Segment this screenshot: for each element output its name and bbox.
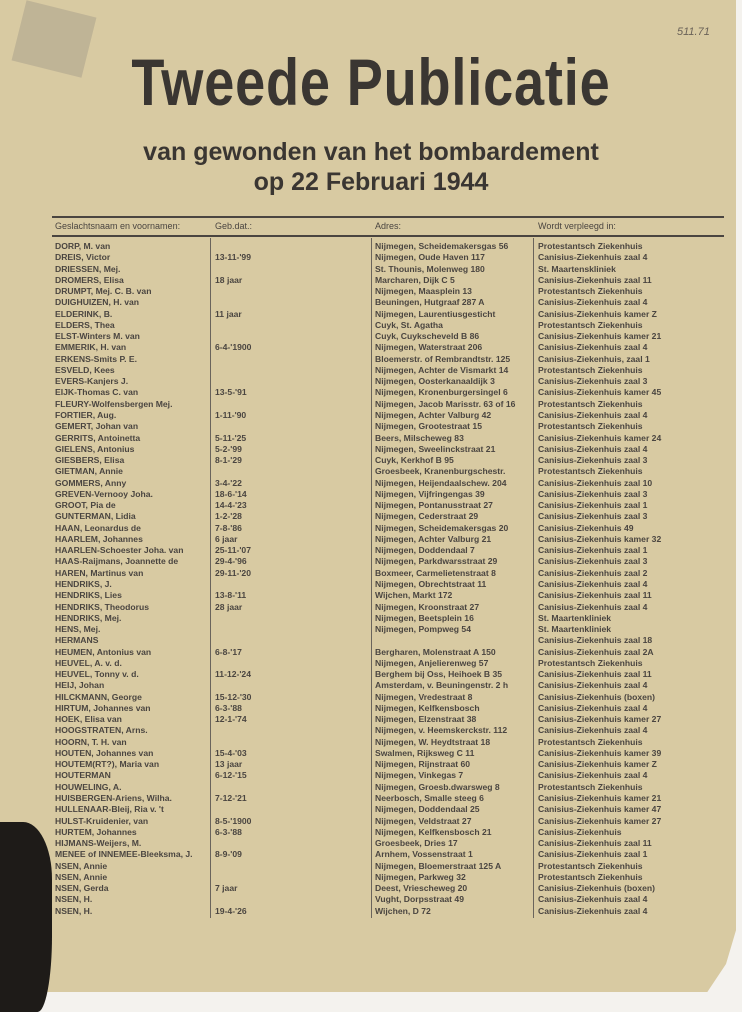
hospital-cell: Protestantsch Ziekenhuis [538,871,643,882]
hospital-cell: Protestantsch Ziekenhuis [538,286,643,297]
table-row [0,376,742,387]
name-cell: GUNTERMAN, Lidia [55,511,136,522]
birthdate-cell: 6-4-'1900 [215,342,252,353]
address-cell: Nijmegen, Rijnstraat 60 [375,759,471,770]
hospital-cell: Canisius-Ziekenhuis kamer 32 [538,533,662,544]
hospital-cell: Canisius-Ziekenhuis [538,826,622,837]
birthdate-cell: 19-4-'26 [215,905,247,916]
address-cell: Berghem bij Oss, Heihoek B 35 [375,669,503,680]
table-top-rule [52,216,724,218]
table-row [0,309,742,320]
address-cell: Nijmegen, Kelfkensbosch 21 [375,826,492,837]
table-row [0,759,742,770]
hospital-cell: Canisius-Ziekenhuis zaal 4 [538,409,648,420]
name-cell: HAARLEM, Johannes [55,533,143,544]
column-header-address: Adres: [375,221,402,231]
name-cell: HENDRIKS, Theodorus [55,601,150,612]
table-row [0,433,742,444]
hospital-cell: Canisius-Ziekenhuis zaal 3 [538,511,648,522]
name-cell: ELDERINK, B. [55,308,113,319]
name-cell: MENEE of INNEMEE-Bleeksma, J. [55,849,193,860]
name-cell: NSEN, Annie [55,871,108,882]
table-row [0,647,742,658]
table-row [0,297,742,308]
table-row [0,872,742,883]
name-cell: NSEN, Annie [55,860,108,871]
name-cell: GERRITS, Antoinetta [55,432,141,443]
poster-title: Tweede Publicatie [131,45,611,119]
table-row [0,275,742,286]
hospital-cell: Protestantsch Ziekenhuis [538,781,643,792]
address-cell: Bloemerstr. of Rembrandtstr. 125 [375,353,511,364]
table-row [0,849,742,860]
hospital-cell: Canisius-Ziekenhuis zaal 18 [538,635,653,646]
name-cell: HOOGSTRATEN, Arns. [55,725,148,736]
name-cell: DREIS, Victor [55,252,111,263]
hospital-cell: St. Maartenskliniek [538,263,616,274]
table-row [0,861,742,872]
address-cell: Boxmeer, Carmelietenstraat 8 [375,567,496,578]
name-cell: GIELENS, Antonius [55,443,135,454]
address-cell: Nijmegen, v. Heemskerckstr. 112 [375,725,508,736]
birthdate-cell: 1-2-'28 [215,511,242,522]
birthdate-cell: 29-11-'20 [215,567,251,578]
table-row [0,264,742,275]
table-row [0,725,742,736]
birthdate-cell: 7 jaar [215,883,238,894]
hospital-cell: Canisius-Ziekenhuis kamer 27 [538,714,662,725]
hospital-cell: Canisius-Ziekenhuis zaal 4 [538,252,648,263]
table-row [0,410,742,421]
address-cell: Bergharen, Molenstraat A 150 [375,646,496,657]
hospital-cell: Canisius-Ziekenhuis zaal 4 [538,601,648,612]
birthdate-cell: 25-11-'07 [215,545,251,556]
address-cell: Nijmegen, Vijfringengas 39 [375,488,485,499]
address-cell: Nijmegen, Achter Valburg 42 [375,409,492,420]
table-row [0,354,742,365]
hospital-cell: Canisius-Ziekenhuis zaal 4 [538,770,648,781]
address-cell: Nijmegen, Pontanusstraat 27 [375,500,493,511]
address-cell: Nijmegen, Achter de Vismarkt 14 [375,364,509,375]
birthdate-cell: 7-12-'21 [215,793,247,804]
table-row [0,444,742,455]
name-cell: HOUTEM(RT?), Maria van [55,759,160,770]
hospital-cell: Canisius-Ziekenhuis zaal 4 [538,297,648,308]
hospital-cell: Canisius-Ziekenhuis kamer 21 [538,793,662,804]
torn-corner [0,822,52,1012]
address-cell: Arnhem, Vossenstraat 1 [375,849,473,860]
table-row [0,331,742,342]
hospital-cell: Canisius-Ziekenhuis zaal 4 [538,905,648,916]
table-row [0,793,742,804]
table-row [0,906,742,917]
name-cell: HENDRIKS, Lies [55,590,122,601]
hospital-cell: Canisius-Ziekenhuis zaal 11 [538,838,652,849]
name-cell: NSEN, H. [55,905,93,916]
birthdate-cell: 14-4-'23 [215,500,247,511]
hospital-cell: Canisius-Ziekenhuis zaal 4 [538,342,648,353]
name-cell: HERMANS [55,635,99,646]
table-row [0,624,742,635]
name-cell: GREVEN-Vernooy Joha. [55,488,153,499]
birthdate-cell: 1-11-'90 [215,409,247,420]
address-cell: Nijmegen, Vredestraat 8 [375,691,473,702]
hospital-cell: Canisius-Ziekenhuis zaal 11 [538,669,652,680]
table-row [0,286,742,297]
address-cell: Cuyk, Cuykscheveld B 86 [375,331,480,342]
address-cell: Nijmegen, Kronenburgersingel 6 [375,387,508,398]
table-row [0,320,742,331]
address-cell: Nijmegen, Grootestraat 15 [375,421,482,432]
hospital-cell: Canisius-Ziekenhuis zaal 1 [538,849,648,860]
name-cell: DRIESSEN, Mej. [55,263,121,274]
birthdate-cell: 29-4-'96 [215,556,247,567]
hospital-cell: Canisius-Ziekenhuis zaal 10 [538,477,653,488]
hospital-cell: St. Maartenkliniek [538,624,612,635]
birthdate-cell: 8-9-'09 [215,849,242,860]
address-cell: Nijmegen, Veldstraat 27 [375,815,472,826]
hospital-cell: Canisius-Ziekenhuis zaal 3 [538,376,648,387]
name-cell: HAAN, Leonardus de [55,522,141,533]
hospital-cell: Canisius-Ziekenhuis (boxen) [538,691,655,702]
hospital-cell: Canisius-Ziekenhuis kamer Z [538,759,657,770]
table-row [0,478,742,489]
table-row [0,703,742,714]
address-cell: Nijmegen, Beetsplein 16 [375,612,474,623]
address-cell: Nijmegen, Oude Haven 117 [375,252,485,263]
hospital-cell: Canisius-Ziekenhuis zaal 1 [538,500,648,511]
address-cell: Nijmegen, Kelfkensbosch [375,702,480,713]
hospital-cell: Protestantsch Ziekenhuis [538,466,643,477]
hospital-cell: Canisius-Ziekenhuis kamer Z [538,308,657,319]
hospital-cell: Canisius-Ziekenhuis zaal 2 [538,567,648,578]
address-cell: Nijmegen, Oosterkanaaldijk 3 [375,376,495,387]
name-cell: HIRTUM, Johannes van [55,702,151,713]
poster-subtitle-1: van gewonden van het bombardement [143,138,599,166]
address-cell: Nijmegen, Anjelierenweg 57 [375,657,489,668]
birthdate-cell: 8-1-'29 [215,455,242,466]
name-cell: HOUTEN, Johannes van [55,747,154,758]
birthdate-cell: 11-12-'24 [215,669,251,680]
hospital-cell: Canisius-Ziekenhuis zaal 3 [538,455,648,466]
name-cell: HAARLEN-Schoester Joha. van [55,545,184,556]
address-cell: Nijmegen, Pompweg 54 [375,624,471,635]
address-cell: Nijmegen, Kroonstraat 27 [375,601,480,612]
hospital-cell: Canisius-Ziekenhuis, zaal 1 [538,353,650,364]
table-row [0,770,742,781]
address-cell: Cuyk, St. Agatha [375,319,443,330]
table-row [0,883,742,894]
name-cell: HURTEM, Johannes [55,826,137,837]
birthdate-cell: 18 jaar [215,274,243,285]
hospital-cell: Canisius-Ziekenhuis (boxen) [538,883,655,894]
birthdate-cell: 28 jaar [215,601,243,612]
table-row [0,511,742,522]
address-cell: Nijmegen, Jacob Marisstr. 63 of 16 [375,398,516,409]
table-row [0,816,742,827]
table-row [0,455,742,466]
name-cell: HULST-Kruidenier, van [55,815,149,826]
name-cell: DRUMPT, Mej. C. B. van [55,286,152,297]
hospital-cell: Canisius-Ziekenhuis kamer 39 [538,747,662,758]
birthdate-cell: 5-11-'25 [215,432,247,443]
address-cell: Groesbeek, Kranenburgschestr. [375,466,506,477]
table-row [0,466,742,477]
table-row [0,602,742,613]
table-row [0,680,742,691]
name-cell: DUIGHUIZEN, H. van [55,297,140,308]
address-cell: Nijmegen, Groesb.dwarsweg 8 [375,781,500,792]
name-cell: DROMERS, Elisa [55,274,124,285]
table-row [0,692,742,703]
birthdate-cell: 15-12-'30 [215,691,252,702]
hospital-cell: Canisius-Ziekenhuis zaal 4 [538,725,648,736]
address-cell: Nijmegen, Laurentiusgesticht [375,308,496,319]
table-row [0,387,742,398]
hospital-cell: Canisius-Ziekenhuis 49 [538,522,634,533]
name-cell: HEIJ, Johan [55,680,105,691]
table-row [0,894,742,905]
address-cell: Nijmegen, Scheidemakersgas 20 [375,522,509,533]
hospital-cell: Canisius-Ziekenhuis zaal 4 [538,894,648,905]
hospital-cell: Canisius-Ziekenhuis zaal 4 [538,680,648,691]
table-row [0,534,742,545]
name-cell: HOUTERMAN [55,770,111,781]
address-cell: Nijmegen, Waterstraat 206 [375,342,483,353]
birthdate-cell: 6-8-'17 [215,646,242,657]
table-row [0,489,742,500]
birthdate-cell: 6-12-'15 [215,770,247,781]
table-row [0,804,742,815]
name-cell: ELST-Winters M. van [55,331,140,342]
hospital-cell: Protestantsch Ziekenhuis [538,736,643,747]
table-row [0,714,742,725]
hospital-cell: Protestantsch Ziekenhuis [538,860,643,871]
casualty-table [0,241,742,917]
name-cell: NSEN, Gerda [55,883,109,894]
table-row [0,579,742,590]
name-cell: HENDRIKS, J. [55,578,112,589]
birthdate-cell: 13-5-'91 [215,387,247,398]
name-cell: GEMERT, Johan van [55,421,139,432]
hospital-cell: Protestantsch Ziekenhuis [538,364,643,375]
poster-subtitle-2: op 22 Februari 1944 [253,168,489,196]
table-row [0,669,742,680]
address-cell: Nijmegen, Parkweg 32 [375,871,466,882]
name-cell: GIETMAN, Annie [55,466,123,477]
name-cell: HUISBERGEN-Ariens, Wilha. [55,793,172,804]
address-cell: Nijmegen, Sweelinckstraat 21 [375,443,496,454]
hospital-cell: Protestantsch Ziekenhuis [538,319,643,330]
birthdate-cell: 5-2-'99 [215,443,242,454]
table-row [0,658,742,669]
table-row [0,838,742,849]
address-cell: Nijmegen, Parkdwarsstraat 29 [375,556,498,567]
hospital-cell: Protestantsch Ziekenhuis [538,398,643,409]
name-cell: EIJK-Thomas C. van [55,387,139,398]
table-row [0,252,742,263]
name-cell: HEUVEL, A. v. d. [55,657,122,668]
birthdate-cell: 8-5-'1900 [215,815,252,826]
address-cell: Nijmegen, Cederstraat 29 [375,511,479,522]
birthdate-cell: 6-3-'88 [215,826,242,837]
address-cell: Amsterdam, v. Beuningenstr. 2 h [375,680,509,691]
handwritten-note: 511.71 [677,26,710,38]
address-cell: Nijmegen, Obrechtstraat 11 [375,578,487,589]
table-row [0,342,742,353]
birthdate-cell: 15-4-'03 [215,747,247,758]
birthdate-cell: 7-8-'86 [215,522,242,533]
table-row [0,241,742,252]
address-cell: Nijmegen, Doddendaal 25 [375,804,480,815]
birthdate-cell: 18-6-'14 [215,488,247,499]
birthdate-cell: 13-11-'99 [215,252,251,263]
table-row [0,399,742,410]
hospital-cell: Canisius-Ziekenhuis zaal 4 [538,578,648,589]
name-cell: FLEURY-Wolfensbergen Mej. [55,398,173,409]
name-cell: ESVELD, Kees [55,364,115,375]
name-cell: EMMERIK, H. van [55,342,127,353]
hospital-cell: Canisius-Ziekenhuis zaal 2A [538,646,654,657]
address-cell: Nijmegen, Heijendaalschew. 204 [375,477,507,488]
address-cell: Groesbeek, Dries 17 [375,838,458,849]
hospital-cell: Protestantsch Ziekenhuis [538,657,643,668]
hospital-cell: Canisius-Ziekenhuis zaal 11 [538,274,652,285]
address-cell: Nijmegen, Doddendaal 7 [375,545,475,556]
name-cell: HEUMEN, Antonius van [55,646,152,657]
hospital-cell: Protestantsch Ziekenhuis [538,421,643,432]
name-cell: GROOT, Pia de [55,500,116,511]
table-row [0,827,742,838]
address-cell: Neerbosch, Smalle steeg 6 [375,793,484,804]
hospital-cell: Canisius-Ziekenhuis kamer 45 [538,387,662,398]
address-cell: Nijmegen, Achter Valburg 21 [375,533,492,544]
name-cell: HENS, Mej. [55,624,101,635]
table-row [0,748,742,759]
hospital-cell: Canisius-Ziekenhuis kamer 27 [538,815,662,826]
column-header-birthdate: Geb.dat.: [215,221,253,231]
birthdate-cell: 6 jaar [215,533,238,544]
table-row [0,500,742,511]
name-cell: HAREN, Martinus van [55,567,144,578]
name-cell: HILCKMANN, George [55,691,142,702]
address-cell: Marcharen, Dijk C 5 [375,274,455,285]
hospital-cell: Canisius-Ziekenhuis zaal 3 [538,488,648,499]
name-cell: HAAS-Raijmans, Joannette de [55,556,179,567]
name-cell: HOORN, T. H. van [55,736,127,747]
address-cell: Deest, Vriescheweg 20 [375,883,468,894]
column-header-hospital: Wordt verpleegd in: [538,221,616,231]
name-cell: HOEK, Elisa van [55,714,122,725]
birthdate-cell: 12-1-'74 [215,714,247,725]
table-row [0,523,742,534]
birthdate-cell: 13 jaar [215,759,243,770]
address-cell: Nijmegen, Maasplein 13 [375,286,472,297]
table-row [0,613,742,624]
table-row [0,590,742,601]
name-cell: DORP, M. van [55,241,111,251]
hospital-cell: Canisius-Ziekenhuis zaal 3 [538,556,648,567]
birthdate-cell: 11 jaar [215,308,242,319]
address-cell: Nijmegen, Scheidemakersgas 56 [375,241,509,251]
address-cell: St. Thounis, Molenweg 180 [375,263,485,274]
name-cell: ELDERS, Thea [55,319,115,330]
address-cell: Swalmen, Rijksweg C 11 [375,747,475,758]
name-cell: GIESBERS, Elisa [55,455,125,466]
birthdate-cell: 13-8-'11 [215,590,247,601]
address-cell: Beuningen, Hutgraaf 287 A [375,297,485,308]
address-cell: Nijmegen, Bloemerstraat 125 A [375,860,502,871]
name-cell: HULLENAAR-Bleij, Ria v. 't [55,804,164,815]
table-row [0,421,742,432]
name-cell: HEUVEL, Tonny v. d. [55,669,139,680]
hospital-cell: Canisius-Ziekenhuis kamer 24 [538,432,662,443]
hospital-cell: Protestantsch Ziekenhuis [538,241,643,251]
address-cell: Nijmegen, Vinkegas 7 [375,770,464,781]
address-cell: Wijchen, D 72 [375,905,431,916]
name-cell: HOUWELING, A. [55,781,122,792]
address-cell: Cuyk, Kerkhof B 95 [375,455,454,466]
table-row [0,568,742,579]
name-cell: GOMMERS, Anny [55,477,127,488]
address-cell: Nijmegen, Elzenstraat 38 [375,714,477,725]
name-cell: ERKENS-Smits P. E. [55,353,137,364]
name-cell: HIJMANS-Weijers, M. [55,838,142,849]
name-cell: FORTIER, Aug. [55,409,117,420]
hospital-cell: Canisius-Ziekenhuis zaal 11 [538,590,652,601]
name-cell: HENDRIKS, Mej. [55,612,122,623]
table-row [0,365,742,376]
hospital-cell: Canisius-Ziekenhuis zaal 4 [538,702,648,713]
address-cell: Wijchen, Markt 172 [375,590,453,601]
hospital-cell: Canisius-Ziekenhuis kamer 47 [538,804,662,815]
birthdate-cell: 3-4-'22 [215,477,242,488]
name-cell: NSEN, H. [55,894,93,905]
address-cell: Vught, Dorpsstraat 49 [375,894,464,905]
hospital-cell: St. Maartenkliniek [538,612,612,623]
name-cell: EVERS-Kanjers J. [55,376,129,387]
birthdate-cell: 6-3-'88 [215,702,242,713]
table-row [0,545,742,556]
table-row [0,737,742,748]
column-header-name: Geslachtsnaam en voornamen: [55,221,181,231]
table-row [0,556,742,567]
address-cell: Beers, Milscheweg 83 [375,432,464,443]
hospital-cell: Canisius-Ziekenhuis zaal 1 [538,545,648,556]
header-bottom-rule [52,235,724,237]
table-row [0,635,742,646]
table-row [0,782,742,793]
hospital-cell: Canisius-Ziekenhuis zaal 4 [538,443,648,454]
address-cell: Nijmegen, W. Heydtstraat 18 [375,736,491,747]
hospital-cell: Canisius-Ziekenhuis kamer 21 [538,331,662,342]
